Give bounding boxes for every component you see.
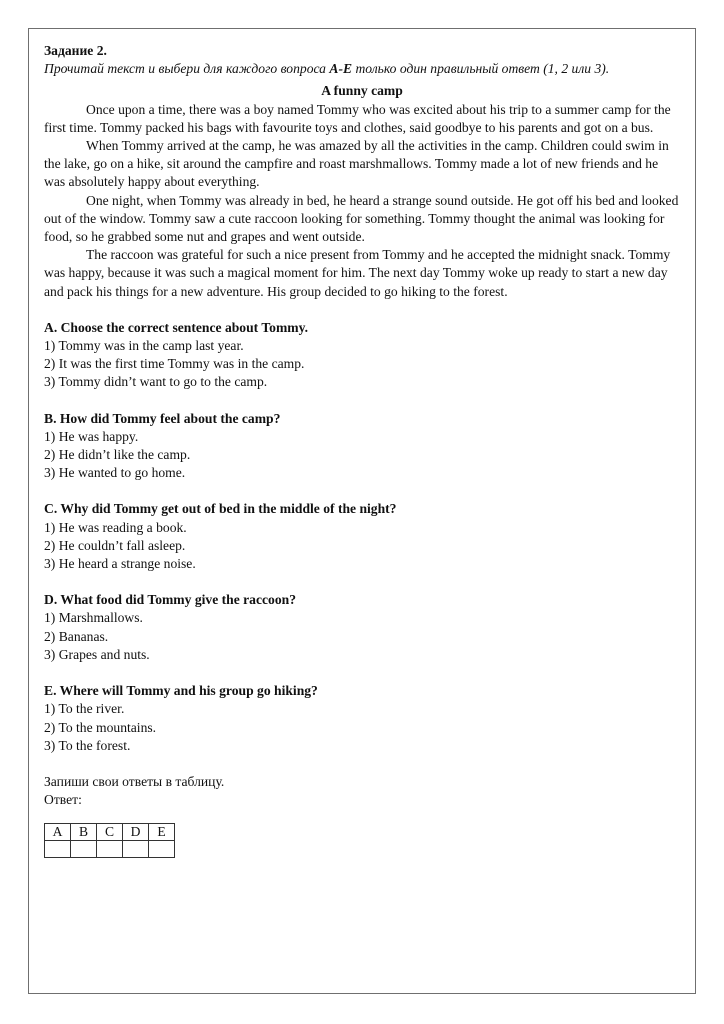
answer-option: 3) To the forest.: [44, 737, 131, 753]
story-paragraph: When Tommy arrived at the camp, he was amazed by all the activities in the camp. Children could swim in the lake, go on a hike, sit around the campfire and roast marshmallows. Tommy made a lot of new friends and he was absolutely happy about everything.: [44, 138, 669, 190]
answer-instruction-text: Запиши свои ответы в таблицу.: [44, 773, 225, 789]
answer-header-a: A: [45, 824, 71, 841]
answer-option: 2) He didn’t like the camp.: [44, 447, 191, 463]
answer-table-input-row: [45, 841, 175, 858]
instruction-text-end: только один правильный ответ (1, 2 или 3).: [352, 61, 610, 77]
story-paragraph: One night, when Tommy was already in bed, he heard a strange sound outside. He got off his bed and looked out of the window. Tommy saw a cute raccoon looking for something. Tommy thought the animal was looking for food, so he grabbed some nut and grapes and went outside.: [44, 192, 679, 245]
answer-instructions: [44, 773, 680, 809]
question-text: C. Why did Tommy get out of bed in the middle of the night?: [44, 501, 397, 517]
answer-header-b: B: [71, 824, 97, 841]
answer-option: 3) Grapes and nuts.: [44, 646, 150, 662]
story-paragraph: The raccoon was grateful for such a nice present from Tommy and he accepted the midnight snack. Tommy was happy, because it was such a magical moment for him. The next day Tommy woke up ready to start a new day and pack his things for a new adventure. His group decided to go hiking to the forest.: [44, 247, 671, 299]
answer-label: Ответ:: [44, 792, 82, 808]
answer-option: 3) He heard a strange noise.: [44, 556, 196, 572]
answer-header-e: E: [149, 824, 175, 841]
answer-option: 1) He was happy.: [44, 428, 139, 444]
answer-option: 3) Tommy didn’t want to go to the camp.: [44, 374, 268, 390]
answer-table: [44, 823, 175, 858]
question-text: B. How did Tommy feel about the camp?: [44, 410, 281, 426]
answer-option: 2) It was the first time Tommy was in the camp.: [44, 356, 305, 372]
question-c: [44, 500, 680, 573]
question-b: [44, 410, 680, 483]
answer-option: 2) To the mountains.: [44, 719, 157, 735]
story-title: A funny camp: [321, 83, 403, 99]
instruction-text-start: Прочитай текст и выбери для каждого вопроса: [44, 61, 330, 77]
question-text: A. Choose the correct sentence about Tommy.: [44, 319, 309, 335]
story-paragraph: Once upon a time, there was a boy named Tommy who was excited about his trip to a summer camp for the first time. Tommy packed his bags with favourite toys and clothes, said goodbye to his parents and got on a bus.: [44, 101, 671, 135]
question-text: D. What food did Tommy give the raccoon?: [44, 592, 297, 608]
answer-header-c: C: [97, 824, 123, 841]
instruction-range: A-E: [329, 61, 353, 77]
answer-cell-c[interactable]: [97, 841, 123, 858]
answer-option: 1) Marshmallows.: [44, 610, 143, 626]
answer-cell-b[interactable]: [71, 841, 97, 858]
answer-option: 1) To the river.: [44, 701, 125, 717]
answer-table-header-row: [45, 824, 175, 841]
question-a: [44, 319, 680, 392]
question-text: E. Where will Tommy and his group go hiking?: [44, 683, 318, 699]
answer-header-d: D: [123, 824, 149, 841]
task-instruction: [44, 60, 680, 78]
answer-option: 2) Bananas.: [44, 628, 109, 644]
answer-option: 1) Tommy was in the camp last year.: [44, 338, 244, 354]
answer-option: 1) He was reading a book.: [44, 519, 187, 535]
answer-option: 3) He wanted to go home.: [44, 465, 186, 481]
answer-option: 2) He couldn’t fall asleep.: [44, 537, 186, 553]
answer-cell-a[interactable]: [45, 841, 71, 858]
answer-cell-e[interactable]: [149, 841, 175, 858]
worksheet: [44, 42, 680, 858]
answer-cell-d[interactable]: [123, 841, 149, 858]
question-d: [44, 591, 680, 664]
task-title: Задание 2.: [44, 43, 107, 58]
question-e: [44, 682, 680, 755]
